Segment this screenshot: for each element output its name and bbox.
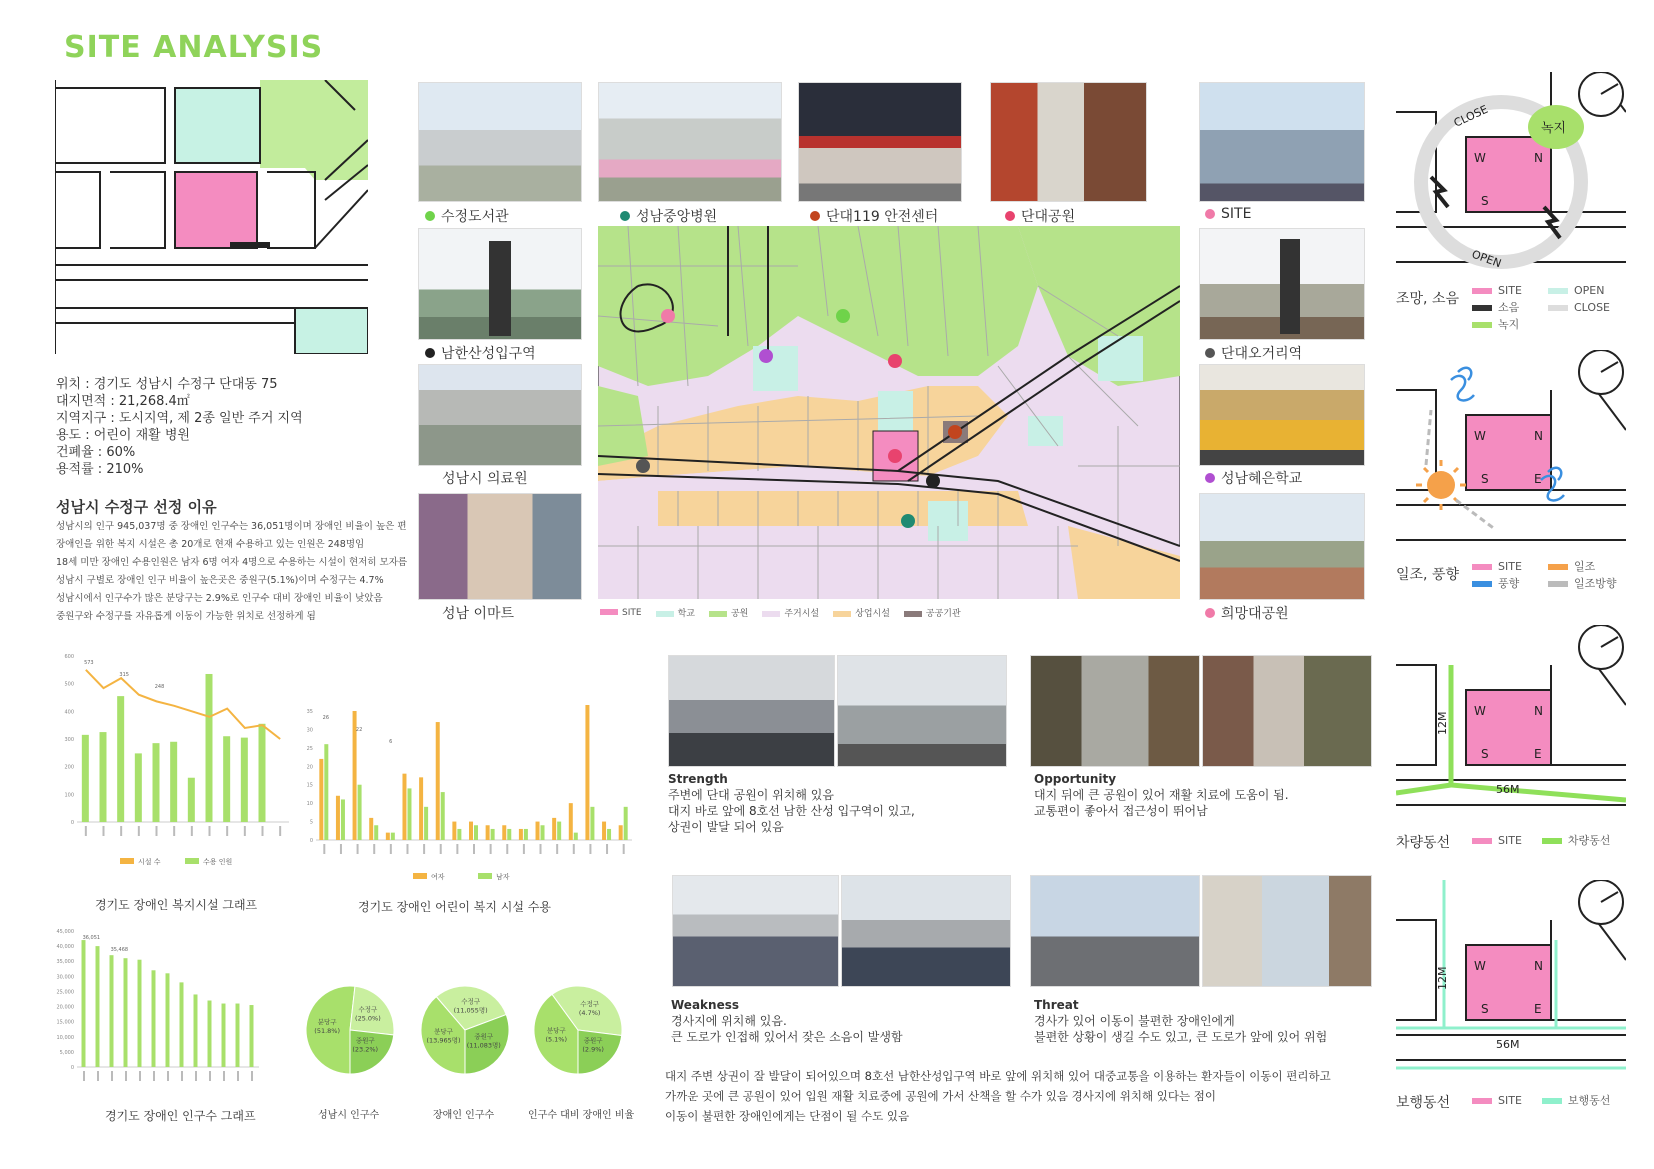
y-tick-label: 5,000 xyxy=(59,1049,74,1056)
x-tick-mark xyxy=(506,844,508,854)
compass-n: N xyxy=(1534,429,1543,443)
car-legend: SITE 차량동선 xyxy=(1472,832,1610,849)
sun-legend-left: SITE 풍향 xyxy=(1472,558,1522,592)
x-tick-mark xyxy=(195,1071,197,1081)
legend-park: 공원 xyxy=(709,606,748,619)
pie-disabled-ratio xyxy=(528,980,628,1080)
bar xyxy=(135,753,142,822)
legend-label: 남자 xyxy=(496,873,510,881)
pie-label: 수정구 xyxy=(461,997,481,1006)
bar xyxy=(188,778,195,822)
info-coverage: 건폐율 : 60% xyxy=(56,445,136,460)
threat-text xyxy=(1034,1013,1327,1045)
pink-dot-icon xyxy=(1205,209,1215,219)
y-tick-label: 40,000 xyxy=(56,944,74,951)
legend-site: SITE xyxy=(600,608,642,618)
pie-label: (5.1%) xyxy=(545,1035,568,1044)
photo-station1 xyxy=(418,228,582,340)
bar xyxy=(319,759,323,840)
chart3-title: 경기도 장애인 인구수 그래프 xyxy=(105,1109,256,1123)
legend-residential: 주거시설 xyxy=(762,606,819,619)
strength-line: 대지 바로 앞에 8호선 남한 산성 입구역이 있고, xyxy=(668,804,915,818)
bar xyxy=(324,744,328,840)
info-zoning: 지역지구 : 도시지역, 제 2종 일반 주거 지역 xyxy=(56,411,303,426)
pie-label: 중원구 xyxy=(355,1036,375,1045)
chart-welfare-facilities xyxy=(55,650,295,870)
x-tick-mark xyxy=(83,1071,85,1081)
legend-public: 공공기관 xyxy=(904,606,961,619)
view-legend-left: SITE 소음 녹지 xyxy=(1472,282,1522,333)
y-tick-label: 10 xyxy=(306,801,313,808)
x-tick-mark xyxy=(523,844,525,854)
caption-school: 성남혜은학교 xyxy=(1205,468,1302,488)
compass-e: E xyxy=(1534,1002,1542,1016)
x-tick-mark xyxy=(406,844,408,854)
y-tick-label: 600 xyxy=(64,654,74,660)
data-label: 315 xyxy=(119,672,129,678)
bar xyxy=(100,732,107,822)
caption-station2: 단대오거리역 xyxy=(1205,343,1302,363)
walk-legend: SITE 보행동선 xyxy=(1472,1092,1610,1109)
line-series xyxy=(86,670,280,739)
bar xyxy=(153,743,160,822)
red-dot-icon xyxy=(810,211,820,221)
x-tick-mark xyxy=(181,1071,183,1081)
bar xyxy=(541,825,545,840)
bar xyxy=(452,822,456,840)
summary-line: 가까운 곳에 큰 공원이 있어 입원 재활 치료중에 공원에 가서 산책을 할 수가 있음 경사지에 위치해 있다는 점이 xyxy=(665,1089,1216,1103)
pink-dot-icon xyxy=(1005,211,1015,221)
y-tick-label: 30 xyxy=(306,727,313,734)
x-tick-mark xyxy=(111,1071,113,1081)
y-tick-label: 10,000 xyxy=(56,1034,74,1041)
chart1-title: 경기도 장애인 복지시설 그래프 xyxy=(95,898,258,912)
x-tick-mark xyxy=(279,826,281,836)
data-label: 248 xyxy=(154,684,165,690)
x-tick-mark xyxy=(97,1071,99,1081)
y-tick-label: 0 xyxy=(70,820,74,826)
x-tick-mark xyxy=(606,844,608,854)
threat-line: 불편한 상황이 생길 수도 있고, 큰 도로가 앞에 있어 위험 xyxy=(1034,1030,1328,1044)
bar xyxy=(241,738,248,822)
bar xyxy=(358,785,362,840)
x-tick-mark xyxy=(423,844,425,854)
y-tick-label: 0 xyxy=(309,838,313,844)
opportunity-line: 대지 뒤에 큰 공원이 있어 재활 치료에 도움이 됨. xyxy=(1034,788,1289,802)
purple-dot-icon xyxy=(1205,473,1215,483)
view-greenery-badge: 녹지 xyxy=(1541,121,1567,136)
bar xyxy=(82,940,86,1067)
bar xyxy=(222,1004,226,1067)
opportunity-text xyxy=(1034,787,1289,819)
bar xyxy=(138,960,142,1067)
x-tick-mark xyxy=(340,844,342,854)
pie-label: (2.9%) xyxy=(582,1045,604,1054)
photo-opportunity-1 xyxy=(1030,655,1200,767)
x-tick-mark xyxy=(573,844,575,854)
caption-hospital: 성남중앙병원 xyxy=(620,206,717,226)
pie-label: (4.7%) xyxy=(578,1008,601,1017)
opportunity-line: 교통편이 좋아서 접근성이 뛰어남 xyxy=(1034,804,1208,818)
map-legend xyxy=(600,606,961,619)
bar xyxy=(194,994,198,1067)
compass-s: S xyxy=(1481,472,1489,486)
photo-strength-1 xyxy=(668,655,835,767)
chart-child-facilities xyxy=(298,705,638,885)
bar xyxy=(424,807,428,840)
view-legend-right: OPEN CLOSE xyxy=(1548,282,1610,316)
legend-swatch xyxy=(120,858,134,864)
bar xyxy=(124,958,128,1067)
reason-line: 성남시 구별로 장애인 인구 비율이 높은곳은 중원구(5.1%)이며 수정구는 4.7% xyxy=(56,575,384,586)
x-tick-mark xyxy=(440,844,442,854)
x-tick-mark xyxy=(120,826,122,836)
bar xyxy=(152,970,156,1067)
site-plan xyxy=(55,80,368,354)
x-tick-mark xyxy=(191,826,193,836)
info-area: 대지면적 : 21,268.4㎡ xyxy=(56,394,190,409)
bar xyxy=(590,807,594,840)
car-dim-horizontal: 56M xyxy=(1496,783,1520,796)
caption-site: SITE xyxy=(1205,206,1251,222)
summary-line: 이동이 불편한 장애인에게는 단점이 될 수도 있음 xyxy=(665,1109,910,1123)
summary-note xyxy=(665,1066,1331,1126)
pie-label: 수정구 xyxy=(358,1005,378,1014)
legend-swatch xyxy=(185,858,199,864)
legend-swatch xyxy=(478,873,492,879)
x-tick-mark xyxy=(323,844,325,854)
black-dot-icon xyxy=(425,348,435,358)
photo-station2 xyxy=(1199,228,1365,340)
x-tick-mark xyxy=(125,1071,127,1081)
x-tick-mark xyxy=(540,844,542,854)
view-label: 조망, 소음 xyxy=(1396,291,1459,307)
y-tick-label: 200 xyxy=(64,764,74,771)
diagram-view-noise xyxy=(1396,72,1626,272)
caption-park: 단대공원 xyxy=(1005,206,1075,226)
compass-s: S xyxy=(1481,747,1489,761)
diagram-walk-circulation xyxy=(1396,880,1626,1070)
x-tick-mark xyxy=(209,1071,211,1081)
pie-label: (11,083명) xyxy=(466,1041,501,1050)
caption-safety: 단대119 안전센터 xyxy=(810,206,938,226)
view-close-label: CLOSE xyxy=(1451,102,1490,130)
car-dim-vertical: 12M xyxy=(1436,711,1449,735)
x-tick-mark xyxy=(456,844,458,854)
x-tick-mark xyxy=(209,826,211,836)
walk-dim-vertical: 12M xyxy=(1436,966,1449,990)
chart-disabled-population xyxy=(55,925,265,1095)
reason-line: 18세 미만 장애인 수용인원은 남자 6명 여자 4명으로 수용하는 시설이 현저히 모자름 xyxy=(56,557,408,568)
bar xyxy=(436,722,440,840)
bar xyxy=(407,788,411,840)
x-tick-mark xyxy=(167,1071,169,1081)
data-label: 22 xyxy=(355,727,363,733)
x-tick-mark xyxy=(373,844,375,854)
y-tick-label: 500 xyxy=(64,681,74,688)
y-tick-label: 20 xyxy=(306,764,313,771)
compass-w: W xyxy=(1474,151,1486,165)
opportunity-title: Opportunity xyxy=(1034,772,1117,786)
bar xyxy=(166,973,170,1067)
pie2-title: 장애인 인구수 xyxy=(433,1110,495,1121)
photo-weakness-1 xyxy=(672,875,839,987)
bar xyxy=(96,946,100,1067)
strength-title: Strength xyxy=(668,772,728,786)
compass-n: N xyxy=(1534,704,1543,718)
compass-s: S xyxy=(1481,194,1489,208)
sun-legend-right: 일조 일조방향 xyxy=(1548,558,1617,592)
bar xyxy=(110,955,114,1067)
bar xyxy=(259,724,266,822)
y-tick-label: 15,000 xyxy=(56,1019,74,1026)
pie-label: (51.8%) xyxy=(314,1027,341,1036)
view-open-label: OPEN xyxy=(1469,247,1504,271)
bar xyxy=(624,807,628,840)
bar xyxy=(386,833,390,840)
strength-line: 주변에 단대 공원이 위치해 있음 xyxy=(668,788,834,802)
bar xyxy=(419,777,423,840)
weakness-line: 경사지에 위치해 있음. xyxy=(671,1014,787,1028)
land-use-map xyxy=(598,226,1180,599)
bar xyxy=(250,1005,254,1067)
weakness-title: Weakness xyxy=(671,998,739,1012)
bar xyxy=(170,742,177,822)
bar xyxy=(552,818,556,840)
photo-safety xyxy=(798,82,962,202)
bar xyxy=(391,833,395,840)
bar xyxy=(402,774,406,840)
pie-seongnam-population xyxy=(300,980,400,1080)
x-tick-mark xyxy=(556,844,558,854)
sun-label: 일조, 풍향 xyxy=(1396,567,1459,583)
pie-label: (23.2%) xyxy=(352,1045,379,1054)
compass-w: W xyxy=(1474,959,1486,973)
bar xyxy=(336,796,340,840)
bar xyxy=(602,822,606,840)
caption-station1: 남한산성입구역 xyxy=(425,343,536,363)
bar xyxy=(441,792,445,840)
x-tick-mark xyxy=(103,826,105,836)
caption-medical: 성남시 의료원 xyxy=(442,471,528,487)
y-tick-label: 20,000 xyxy=(56,1004,74,1011)
photo-strength-2 xyxy=(837,655,1007,767)
bar xyxy=(374,825,378,840)
caption-library: 수정도서관 xyxy=(425,206,509,226)
weakness-line: 큰 도로가 인접해 있어서 잦은 소음이 발생함 xyxy=(671,1030,903,1044)
weakness-text xyxy=(671,1013,903,1045)
bar xyxy=(502,825,506,840)
summary-line: 대지 주변 상권이 잘 발달이 되어있으며 8호선 남한산성입구역 바로 앞에 위치해 있어 대중교통을 이용하는 환자들이 이동이 편리하고 xyxy=(665,1069,1331,1083)
reason-line: 성남시의 인구 945,037명 중 장애인 인구수는 36,051명이며 장애인 비율이 높은 편 xyxy=(56,521,407,532)
legend-label: 시설 수 xyxy=(138,858,161,866)
pie-label: (25.0%) xyxy=(355,1014,381,1023)
y-tick-label: 100 xyxy=(64,792,74,799)
photo-school xyxy=(1199,364,1365,466)
x-tick-mark xyxy=(153,1071,155,1081)
x-tick-mark xyxy=(251,1071,253,1081)
bar xyxy=(474,825,478,840)
data-label: 573 xyxy=(84,660,94,666)
y-tick-label: 45,000 xyxy=(56,929,74,935)
photo-opportunity-2 xyxy=(1202,655,1372,767)
x-tick-mark xyxy=(226,826,228,836)
data-label: 36,051 xyxy=(82,935,101,941)
pie-label: 분당구 xyxy=(546,1026,566,1035)
y-tick-label: 15 xyxy=(306,782,313,789)
x-tick-mark xyxy=(589,844,591,854)
compass-w: W xyxy=(1474,704,1486,718)
diagram-car-circulation xyxy=(1396,625,1626,815)
info-location: 위치 : 경기도 성남시 수정구 단대동 75 xyxy=(56,377,278,392)
bar xyxy=(82,735,89,822)
legend-swatch xyxy=(413,873,427,879)
reason-line: 성남시에서 인구수가 많은 분당구는 2.9%로 인구수 대비 장애인 비율이 낮았음 xyxy=(56,593,383,604)
compass-n: N xyxy=(1534,959,1543,973)
caption-emart: 성남 이마트 xyxy=(442,606,515,622)
compass-e: E xyxy=(1534,747,1542,761)
reason-line: 장애인을 위한 복지 시설은 총 20개로 현재 수용하고 있는 인원은 248명임 xyxy=(56,539,365,550)
info-far: 용적률 : 210% xyxy=(56,462,144,477)
photo-threat-2 xyxy=(1202,875,1372,987)
pie-label: 수정구 xyxy=(580,999,600,1008)
bar xyxy=(223,736,230,822)
legend-label: 여자 xyxy=(431,873,445,881)
photo-park xyxy=(990,82,1147,202)
compass-n: N xyxy=(1534,151,1543,165)
reason-heading: 성남시 수정구 선정 이유 xyxy=(56,498,217,516)
bar xyxy=(208,1001,212,1067)
bar xyxy=(469,822,473,840)
x-tick-mark xyxy=(223,1071,225,1081)
bar xyxy=(491,829,495,840)
y-tick-label: 25 xyxy=(306,745,313,752)
y-tick-label: 25,000 xyxy=(56,989,74,996)
photo-hope-park xyxy=(1199,493,1365,600)
y-tick-label: 0 xyxy=(70,1065,74,1071)
pie-disabled-population xyxy=(415,980,515,1080)
green-dot-icon xyxy=(425,211,435,221)
chart2-title: 경기도 장애인 어린이 복지 시설 수용 xyxy=(358,900,551,914)
data-label: 26 xyxy=(322,715,330,721)
pink-dot-icon xyxy=(1205,608,1215,618)
x-tick-mark xyxy=(490,844,492,854)
compass-s: S xyxy=(1481,1002,1489,1016)
photo-library xyxy=(418,82,582,202)
bar xyxy=(486,825,490,840)
caption-hope-park: 희망대공원 xyxy=(1205,603,1289,623)
photo-medical xyxy=(418,364,582,466)
x-tick-mark xyxy=(473,844,475,854)
x-tick-mark xyxy=(139,1071,141,1081)
pie3-title: 인구수 대비 장애인 비율 xyxy=(528,1110,635,1121)
x-tick-mark xyxy=(390,844,392,854)
y-tick-label: 35,000 xyxy=(56,959,74,966)
pie1-title: 성남시 인구수 xyxy=(318,1110,380,1121)
photo-site xyxy=(1199,82,1365,202)
x-tick-mark xyxy=(623,844,625,854)
diagram-sun-wind xyxy=(1396,350,1626,550)
bar xyxy=(180,982,184,1067)
bar xyxy=(536,822,540,840)
reason-text xyxy=(56,518,408,626)
y-tick-label: 5 xyxy=(309,819,313,826)
x-tick-mark xyxy=(237,1071,239,1081)
legend-commercial: 상업시설 xyxy=(833,606,890,619)
pie-label: 분당구 xyxy=(317,1018,337,1027)
legend-label: 수용 인원 xyxy=(203,858,233,866)
strength-line: 상권이 발달 되어 있음 xyxy=(668,820,784,834)
bar xyxy=(206,674,213,822)
bar xyxy=(457,829,461,840)
x-tick-mark xyxy=(173,826,175,836)
reason-line: 중원구와 수정구를 자유롭게 이동이 가능한 위치로 선정하게 됨 xyxy=(56,611,316,622)
y-tick-label: 300 xyxy=(64,737,74,743)
bar xyxy=(117,696,124,822)
bar xyxy=(236,1004,240,1067)
bar xyxy=(519,829,523,840)
compass-e: E xyxy=(1534,472,1542,486)
x-tick-mark xyxy=(244,826,246,836)
threat-line: 경사가 있어 이동이 불편한 장애인에게 xyxy=(1034,1014,1235,1028)
photo-weakness-2 xyxy=(841,875,1011,987)
photo-emart xyxy=(418,493,582,600)
walk-label: 보행동선 xyxy=(1396,1095,1451,1111)
y-tick-label: 35 xyxy=(306,709,313,715)
y-tick-label: 400 xyxy=(64,709,74,716)
photo-threat-1 xyxy=(1030,875,1200,987)
bar xyxy=(585,705,589,840)
pie-label: (11,055명) xyxy=(453,1006,488,1015)
pie-label: 분당구 xyxy=(434,1027,453,1036)
data-label: 6 xyxy=(389,739,393,745)
legend-school: 학교 xyxy=(656,606,695,619)
photo-hospital xyxy=(598,82,782,202)
x-tick-mark xyxy=(85,826,87,836)
pie-label: 중원구 xyxy=(474,1032,494,1041)
x-tick-mark xyxy=(357,844,359,854)
info-use: 용도 : 어린이 재활 병원 xyxy=(56,428,190,443)
gray-dot-icon xyxy=(1205,348,1215,358)
bar xyxy=(557,822,561,840)
site-info xyxy=(56,376,303,478)
bar xyxy=(507,829,511,840)
x-tick-mark xyxy=(138,826,140,836)
bar xyxy=(341,799,345,840)
compass-w: W xyxy=(1474,429,1486,443)
bar xyxy=(574,833,578,840)
strength-text xyxy=(668,787,915,835)
pie-label: 중원구 xyxy=(583,1036,603,1045)
bar xyxy=(524,829,528,840)
bar xyxy=(607,829,611,840)
x-tick-mark xyxy=(262,826,264,836)
pie-label: (13,965명) xyxy=(426,1036,461,1045)
data-label: 35,468 xyxy=(110,947,129,953)
car-label: 차량동선 xyxy=(1396,835,1451,851)
page-title: SITE ANALYSIS xyxy=(64,30,324,65)
threat-title: Threat xyxy=(1034,998,1079,1012)
x-tick-mark xyxy=(156,826,158,836)
teal-dot-icon xyxy=(620,211,630,221)
bar xyxy=(569,803,573,840)
bar xyxy=(619,825,623,840)
bar xyxy=(369,818,373,840)
y-tick-label: 30,000 xyxy=(56,974,74,981)
walk-dim-horizontal: 56M xyxy=(1496,1038,1520,1051)
